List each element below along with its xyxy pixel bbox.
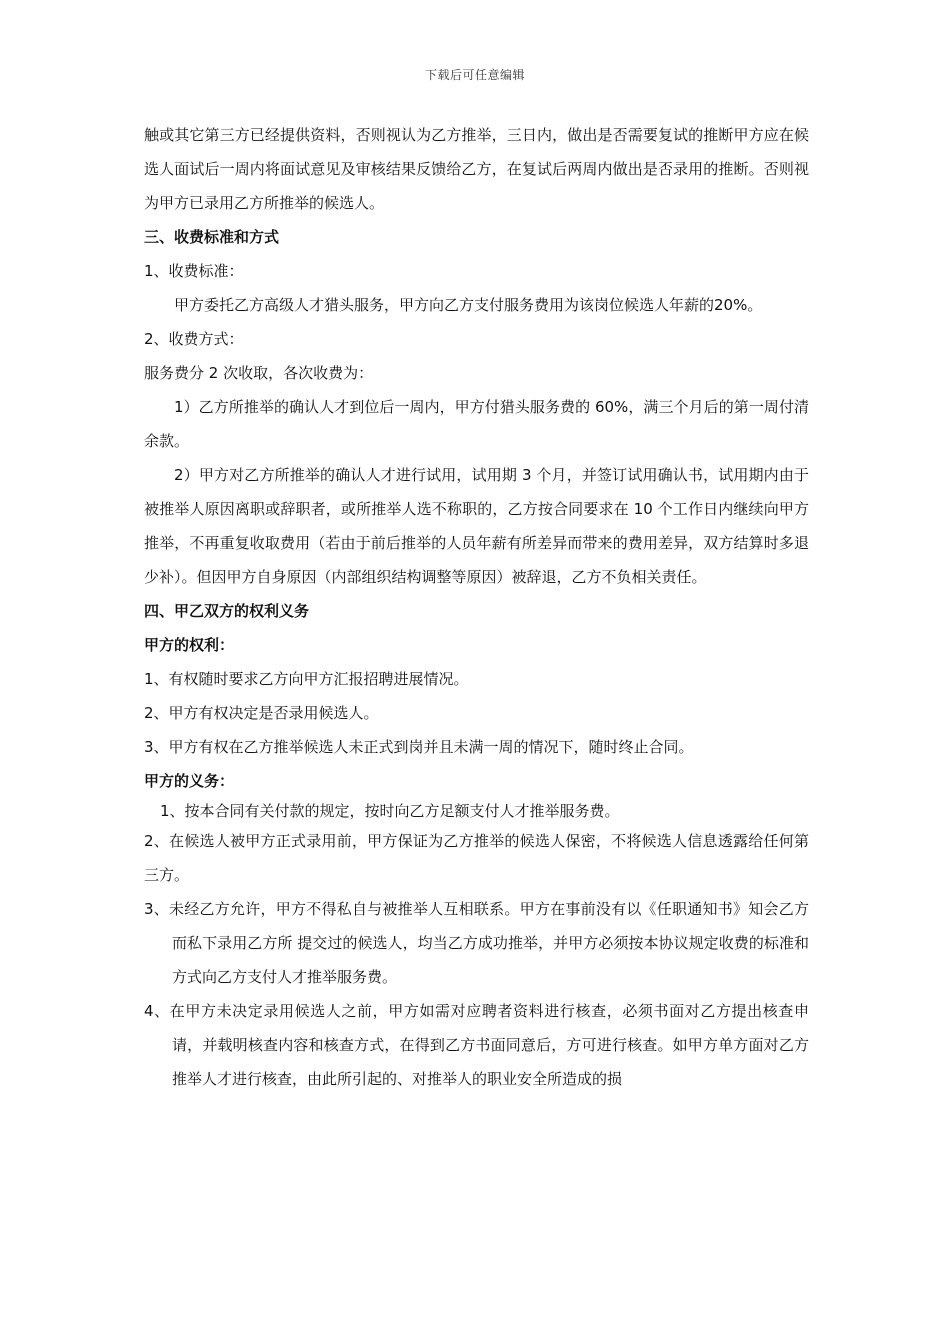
duty-item-1: 1、按本合同有关付款的规定，按时向乙方足额支付人才推举服务费。 — [160, 802, 620, 820]
duty-item-3: 3、未经乙方允许，甲方不得私自与被推举人互相联系。甲方在事前没有以《任职通知书》知会乙方而私下录用乙方所 提交过的候选人，均当乙方成功推举，并甲方必须按本协议规定收费的标准和方式向乙方支付人才推举服务费。 — [144, 900, 809, 986]
duty-item-4: 4、在甲方未决定录用候选人之前，甲方如需对应聘者资料进行核查，必须书面对乙方提出核查申请，并载明核查内容和核查方式，在得到乙方书面同意后，方可进行核查。如甲方单方面对乙方推举人才进行核查，由此所引起的、对推举人的职业安全所造成的损 — [144, 1002, 809, 1088]
page-header: 下载后可任意编辑 — [424, 68, 525, 82]
rights-item-1: 1、有权随时要求乙方向甲方汇报招聘进展情况。 — [144, 670, 469, 688]
document-body — [144, 118, 809, 1096]
paragraph-1: 触或其它第三方已经提供资料，否则视认为乙方推举，三日内，做出是否需要复试的推断甲方应在候选人面试后一周内将面试意见及审核结果反馈给乙方，在复试后两周内做出是否录用的推断。否则视为甲方已录用乙方所推举的候选人。 — [144, 126, 809, 212]
fee-item-2: 2）甲方对乙方所推举的确认人才进行试用，试用期 3 个月，并签订试用确认书，试用期内由于被推举人原因离职或辞职者，或所推举人选不称职的，乙方按合同要求在 10 个工作日内继续向甲方推举，不再重复收取费用（若由于前后推举的人员年薪有所差异而带来的费用差异，双方结算时多退少补）。但因甲方自身原因（内部组织结构调整等原因）被辞退，乙方不负相关责任。 — [144, 466, 809, 586]
fee-method-intro: 服务费分 2 次收取，各次收费为： — [144, 364, 374, 382]
fee-method-label: 2、收费方式： — [144, 330, 244, 348]
section-4-title: 四、甲乙双方的权利义务 — [144, 602, 310, 620]
fee-standard-text: 甲方委托乙方高级人才猎头服务，甲方向乙方支付服务费用为该岗位候选人年薪的20%。 — [174, 296, 763, 314]
section-3-title: 三、收费标准和方式 — [144, 228, 280, 246]
duty-item-2: 2、在候选人被甲方正式录用前，甲方保证为乙方推举的候选人保密，不将候选人信息透露给任何第三方。 — [144, 832, 809, 884]
duties-title: 甲方的义务： — [144, 772, 235, 790]
fee-item-1: 1）乙方所推举的确认人才到位后一周内，甲方付猎头服务费的 60%，满三个月后的第一周付清余款。 — [144, 398, 809, 450]
rights-item-3: 3、甲方有权在乙方推举候选人未正式到岗并且未满一周的情况下，随时终止合同。 — [144, 738, 694, 756]
rights-title: 甲方的权利： — [144, 636, 235, 654]
rights-item-2: 2、甲方有权决定是否录用候选人。 — [144, 704, 379, 722]
fee-standard-label: 1、收费标准： — [144, 262, 244, 280]
